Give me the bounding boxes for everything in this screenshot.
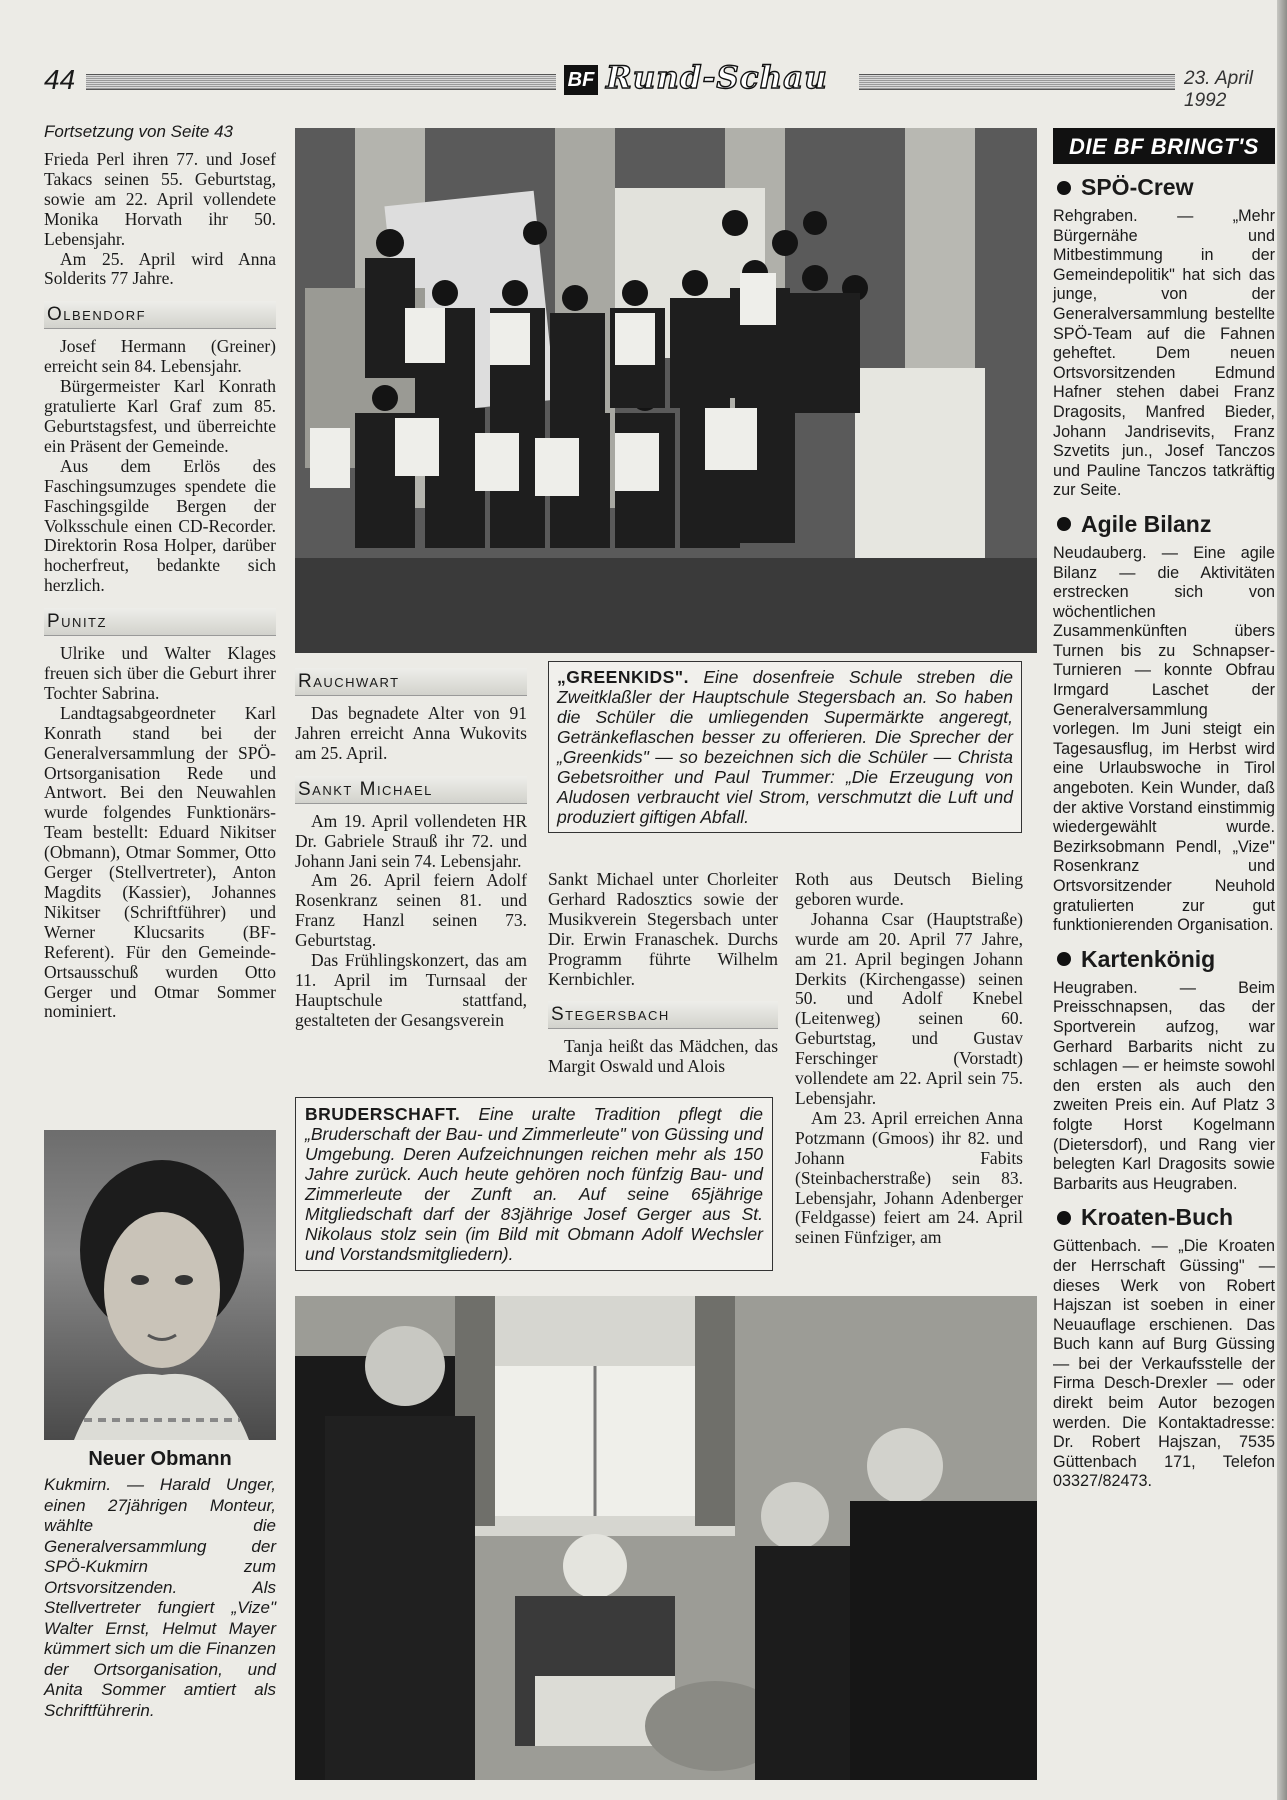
sidebar-item bbox=[1053, 511, 1275, 936]
paragraph: Tanja heißt das Mädchen, das Margit Oswald und Alois bbox=[548, 1036, 778, 1077]
bruderschaft-caption bbox=[305, 1104, 763, 1264]
column-3 bbox=[548, 870, 778, 1077]
bullet-icon bbox=[1057, 181, 1071, 195]
column-3-text bbox=[548, 870, 778, 989]
portrait-image bbox=[44, 1130, 276, 1440]
header-rule-left bbox=[86, 74, 556, 90]
sidebar-title: DIE BF BRINGT'S bbox=[1053, 128, 1275, 164]
olbendorf-text bbox=[44, 337, 276, 596]
section-head-sankt-michael: Sankt Michael bbox=[295, 776, 527, 804]
sidebar-item bbox=[1053, 1204, 1275, 1492]
bullet-icon bbox=[1057, 952, 1071, 966]
section-head-stegersbach: Stegersbach bbox=[548, 1001, 778, 1029]
portrait-caption: Kukmirn. — Harald Unger, einen 27jährigen Monteur, wählte die Generalversammlung der SPÖ-Kukmirn zum Ortsvorsitzenden. Als Stellvertreter fungiert „Vize" Walter Ernst, Helmut Mayer kümmert sich um die Finanzen der Ortsorganisation, und Anita Sommer amtiert als Schriftführerin. bbox=[44, 1475, 276, 1720]
bruderschaft-text: Eine uralte Tradition pflegt die „Bruderschaft der Bau- und Zimmerleute" von Güssing und Umgebung. Deren Aufzeichnungen reichen mehr als 150 Jahre zurück. Auch heute gehören noch fünfzig Bau- und Zimmerleute der Zunft an. Auf seine 65jährige Mitgliedschaft darf der 83jährige Josef Gerger aus St. Nikolaus stolz sein (im Bild mit Obmann Adolf Wechsler und Vorstandsmitgliedern). bbox=[305, 1104, 763, 1264]
greenkids-caption bbox=[557, 667, 1013, 827]
page-number: 44 bbox=[44, 64, 76, 95]
paragraph: Sankt Michael unter Chorleiter Gerhard Radosztics sowie der Musikverein Stegersbach unter Dir. Erwin Franaschek. Durchs Programm führte Wilhelm Kernbichler. bbox=[548, 869, 778, 989]
stegersbach-text bbox=[548, 1037, 778, 1077]
sidebar-item-text: Heugraben. — Beim Preisschnapsen, das der Sportverein aufzog, war Gerhard Barbarits nicht zu schlagen — er heimste sowohl den ersten als auch den zweiten Preis ein. Auf Platz 3 folgte Horst Kogelmann (Dietersdorf), und Rang vier belegten Karl Dragosits sowie Barbarits aus Heugraben. bbox=[1053, 978, 1275, 1193]
paragraph: Ulrike und Walter Klages freuen sich über die Geburt ihrer Tochter Sabrina. bbox=[44, 643, 276, 703]
header-rule-right bbox=[859, 74, 1175, 90]
intro-text bbox=[44, 150, 276, 289]
section-head-rauchwart: Rauchwart bbox=[295, 668, 527, 696]
page-date: 23. April 1992 bbox=[1184, 68, 1253, 111]
paragraph: Das begnadete Alter von 91 Jahren erreicht Anna Wukovits am 25. April. bbox=[295, 703, 527, 763]
sidebar bbox=[1053, 128, 1275, 1492]
sidebar-item bbox=[1053, 946, 1275, 1195]
sidebar-item-head bbox=[1053, 1204, 1275, 1231]
sidebar-item-title: SPÖ-Crew bbox=[1081, 174, 1194, 200]
paragraph: Am 25. April wird Anna Solderits 77 Jahre. bbox=[44, 248, 276, 289]
section-head-punitz: Punitz bbox=[44, 608, 276, 636]
portrait-caption-block bbox=[44, 1448, 276, 1721]
sankt-michael-text bbox=[295, 812, 527, 1031]
greenkids-lead: „GREENKIDS". bbox=[557, 667, 689, 687]
bruderschaft-caption-box bbox=[295, 1097, 773, 1271]
logo bbox=[564, 60, 854, 98]
sidebar-item-text: Güttenbach. — „Die Kroaten der Herrschaft Güssing" — dieses Werk von Robert Hajszan ist soeben in einer Neuauflage erschienen. Das Buch kann auf Burg Güssing — bei der Verkaufsstelle der Firma Desch-Drexler — oder direkt beim Autor bezogen werden. Die Kontaktadresse: Dr. Robert Hajszan, 7535 Güttenbach 171, Telefon 03327/82473. bbox=[1053, 1237, 1275, 1491]
paragraph: Am 19. April vollendeten HR Dr. Gabriele Strauß ihr 72. und Johann Jani sein 74. Lebensjahr. bbox=[295, 810, 527, 871]
punitz-text bbox=[44, 644, 276, 1022]
greenkids-text: Eine dosenfreie Schule streben die Zweitklaßler der Hauptschule Stegersbach an. So haben die Schüler die umliegenden Supermärkte angeregt, Getränkeflaschen besser zu offerieren. Die Sprecher der „Greenkids" — so bezeichnen sich die Schüler — Christa Gebetsroither und Paul Trummer: „Die Erzeugung von Aludosen verbraucht viel Strom, verschmutzt die Luft und produziert giftigen Abfall. bbox=[557, 667, 1013, 827]
column-4-text bbox=[795, 870, 1023, 1248]
logo-bf: BF bbox=[564, 65, 598, 95]
greenkids-image bbox=[295, 128, 1037, 653]
greenkids-photo bbox=[295, 128, 1037, 653]
paragraph: Am 23. April erreichen Anna Potzmann (Gmoos) ihr 82. und Johann Fabits (Steinbacherstraße) sein 83. Lebensjahr, Johann Adenberger (Feldgasse) feiert am 24. April seinen Fünfziger, am bbox=[795, 1107, 1023, 1248]
bullet-icon bbox=[1057, 1211, 1071, 1225]
paragraph: Landtagsabgeordneter Karl Konrath stand bei der Generalversammlung der SPÖ-Ortsorganisation Rede und Antwort. Bei den Neuwahlen wurde folgendes Funktionärs-Team bestellt: Eduard Nikitser (Obmann), Otmar Sommer, Otto Gerger (Stellvertreter), Anton Magdits (Kassier), Johannes Nikitser (Schriftführer) und Werner Klucsarits (BF-Referent). Für den Gemeinde-Ortsausschuß wurden Otto Gerger und Otmar Sommer nominiert. bbox=[44, 702, 276, 1022]
page-header bbox=[44, 60, 1280, 111]
continuation-note: Fortsetzung von Seite 43 bbox=[44, 122, 234, 141]
paragraph: Das Frühlingskonzert, das am 11. April im Turnsaal der Hauptschule stattfand, gestalteten der Gesangsverein bbox=[295, 950, 527, 1030]
paragraph: Josef Hermann (Greiner) erreicht sein 84. Lebensjahr. bbox=[44, 336, 276, 377]
sidebar-item-title: Agile Bilanz bbox=[1081, 510, 1212, 537]
bruderschaft-lead: BRUDERSCHAFT. bbox=[305, 1104, 461, 1124]
portrait-photo bbox=[44, 1130, 276, 1440]
paragraph: Am 26. April feiern Adolf Rosenkranz seinen 81. und Franz Hanzl seinen 73. Geburtstag. bbox=[295, 870, 527, 951]
bullet-icon bbox=[1057, 517, 1071, 531]
paragraph: Frieda Perl ihren 77. und Josef Takacs seinen 55. Geburtstag, sowie am 22. April vollendete Monika Horvath ihr 50. Lebensjahr. bbox=[44, 149, 276, 249]
logo-title: Rund-Schau bbox=[606, 60, 828, 96]
sidebar-item-title: Kartenkönig bbox=[1081, 945, 1216, 972]
paragraph: Johanna Csar (Hauptstraße) wurde am 20. April 77 Jahre, am 21. April begingen Johann Derkits (Kirchengasse) seinen 50. und Adolf Knebel (Leitenweg) seinen 60. Geburtstag, und Gustav Ferschinger (Vorstadt) vollendete am 22. April sein 75. Lebensjahr. bbox=[795, 908, 1023, 1108]
bruderschaft-image bbox=[295, 1296, 1037, 1780]
sidebar-item-head bbox=[1053, 174, 1275, 201]
greenkids-caption-box bbox=[548, 661, 1022, 833]
sidebar-item bbox=[1053, 174, 1275, 501]
portrait-title: Neuer Obmann bbox=[88, 1448, 232, 1470]
sidebar-item-text: Rehgraben. — „Mehr Bürgernähe und Mitbestimmung in der Gemeindepolitik" hat sich das junge, von der Generalversammlung bestellte SPÖ-Team auf die Fahnen geheftet. Dem neuen Ortsvorsitzenden Edmund Hafner stehen dabei Franz Dragosits, Manfred Bieder, Johann Jandrisevits, Franz Szvetits jun., Josef Tanczos und Pauline Tanczos tatkräftig zur Seite. bbox=[1053, 207, 1275, 500]
paragraph: Bürgermeister Karl Konrath gratulierte Karl Graf zum 85. Geburtstagsfest, und überreichte ein Präsent der Gemeinde. bbox=[44, 376, 276, 456]
paragraph: Roth aus Deutsch Bieling geboren wurde. bbox=[795, 869, 1023, 909]
rauchwart-text bbox=[295, 704, 527, 764]
bruderschaft-photo bbox=[295, 1296, 1037, 1780]
column-2 bbox=[295, 668, 527, 1031]
column-1 bbox=[44, 122, 276, 1022]
sidebar-item-head bbox=[1053, 511, 1275, 538]
sidebar-item-head bbox=[1053, 946, 1275, 973]
section-head-olbendorf: Olbendorf bbox=[44, 301, 276, 329]
column-4 bbox=[795, 870, 1023, 1248]
sidebar-item-text: Neudauberg. — Eine agile Bilanz — die Aktivitäten erstrecken sich von wöchentlichen Zusammenkünften übers Turnen bis zu Schnapser-Turnieren — konnte Obfrau Irmgard Laschet der Generalversammlung vorlegen. Im Juni steigt ein Tagesausflug, im Herbst wird eine Urlaubswoche in Tirol angeboten. Kein Wunder, daß der aktive Vorstand einstimmig wiedergewählt wurde. Bezirksobmann Pendl, „Vize" Rosenkranz und Ortsvorsitzender Neuhold gratulierten zur gut funktionierenden Organisation. bbox=[1053, 543, 1275, 935]
page-edge bbox=[1277, 0, 1287, 1800]
sidebar-item-title: Kroaten-Buch bbox=[1081, 1204, 1234, 1231]
paragraph: Aus dem Erlös des Faschingsumzuges spendete die Faschingsgilde Bergen der Volksschule einen CD-Recorder. Direktorin Rosa Holper, darüber hocherfreut, bedankte sich herzlich. bbox=[44, 455, 276, 596]
